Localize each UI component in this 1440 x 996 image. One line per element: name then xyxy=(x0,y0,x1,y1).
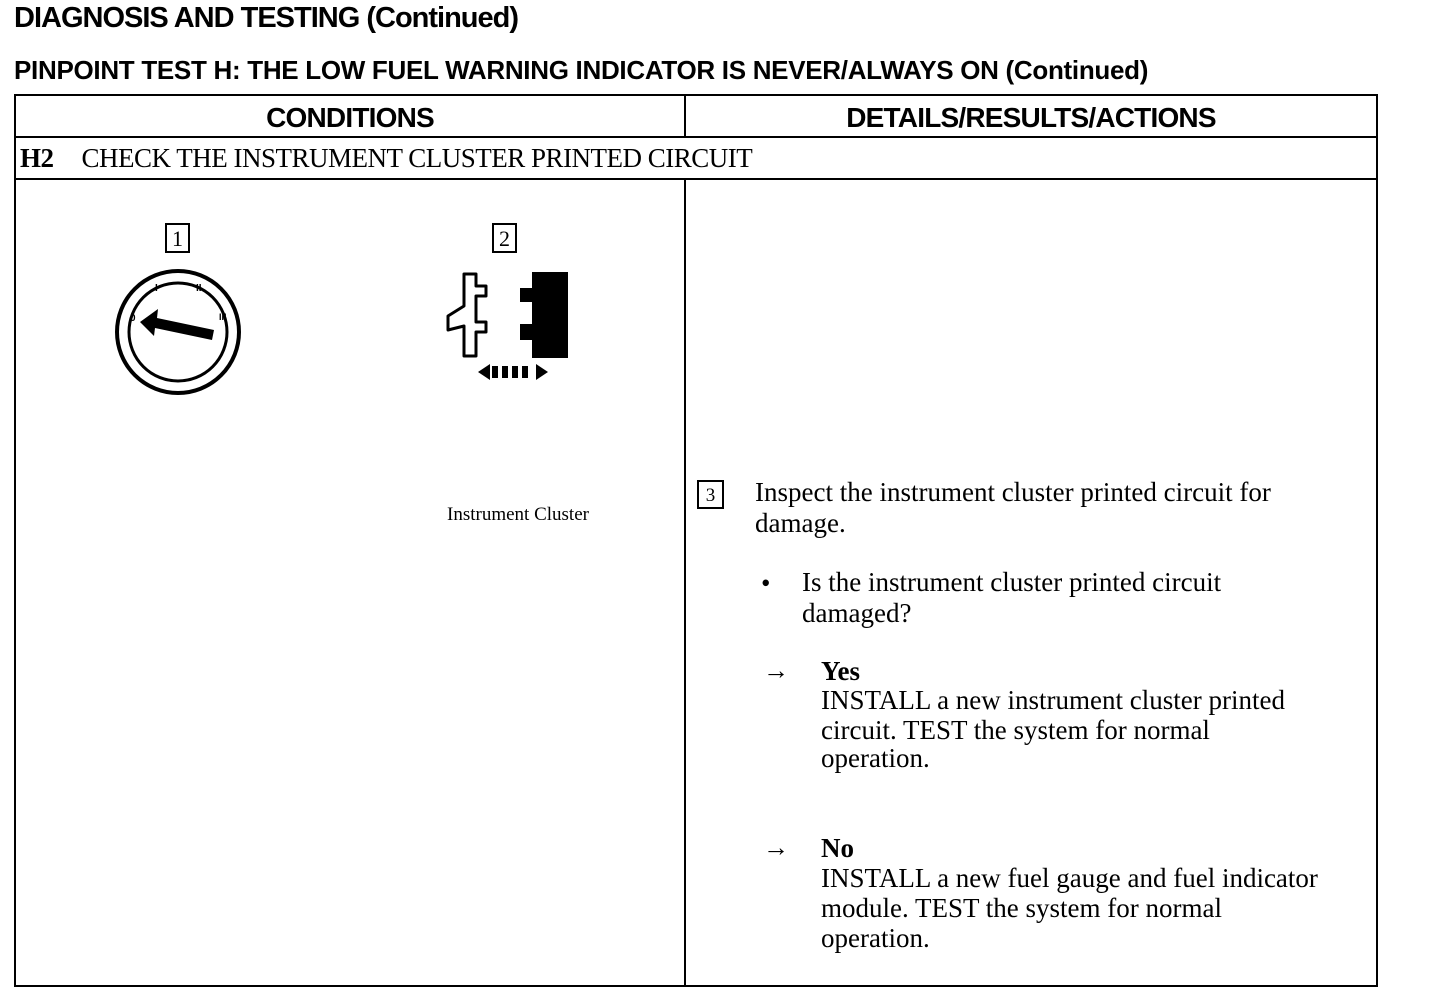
header-divider xyxy=(16,136,1376,138)
body-column-divider xyxy=(684,179,686,985)
connector-icon xyxy=(440,264,572,384)
ignition-mark-3: III xyxy=(219,312,227,322)
yes-line-1: INSTALL a new instrument cluster printed xyxy=(821,685,1285,715)
step-2-box: 2 xyxy=(492,223,517,253)
yes-line-3: operation. xyxy=(821,743,930,773)
no-arrow-icon: → xyxy=(763,833,789,862)
step-row-divider xyxy=(16,178,1376,180)
step-title: CHECK THE INSTRUMENT CLUSTER PRINTED CIRCUIT xyxy=(81,143,753,173)
step-row xyxy=(20,139,752,177)
ignition-mark-1: I xyxy=(155,283,158,294)
step-number: H2 xyxy=(20,143,54,173)
no-line-2: module. TEST the system for normal xyxy=(821,893,1222,923)
ignition-switch-icon xyxy=(110,264,246,400)
pinpoint-test-title: PINPOINT TEST H: THE LOW FUEL WARNING INDICATOR IS NEVER/ALWAYS ON (Continued) xyxy=(14,55,1149,85)
page-title: DIAGNOSIS AND TESTING (Continued) xyxy=(14,2,519,34)
ignition-mark-0: 0 xyxy=(130,313,136,324)
bullet: • xyxy=(761,568,771,598)
no-label: No xyxy=(821,833,854,863)
no-line-3: operation. xyxy=(821,923,930,953)
header-column-divider xyxy=(684,96,686,137)
connector-caption: Instrument Cluster xyxy=(447,504,589,525)
question-line-2: damaged? xyxy=(802,598,912,628)
step-1-box: 1 xyxy=(165,223,190,253)
instruction-line-2: damage. xyxy=(755,508,846,538)
no-line-1: INSTALL a new fuel gauge and fuel indicator xyxy=(821,863,1318,893)
yes-label: Yes xyxy=(821,656,860,686)
ignition-mark-2: II xyxy=(196,283,202,294)
yes-arrow-icon: → xyxy=(763,656,789,685)
diagnostic-table xyxy=(14,94,1378,987)
step-3-box: 3 xyxy=(697,480,724,509)
question-line-1: Is the instrument cluster printed circuit xyxy=(802,567,1222,597)
conditions-column-header: CONDITIONS xyxy=(266,102,434,133)
instruction-line-1: Inspect the instrument cluster printed circuit for xyxy=(755,477,1271,507)
details-column-header: DETAILS/RESULTS/ACTIONS xyxy=(846,102,1216,133)
yes-line-2: circuit. TEST the system for normal xyxy=(821,715,1210,745)
